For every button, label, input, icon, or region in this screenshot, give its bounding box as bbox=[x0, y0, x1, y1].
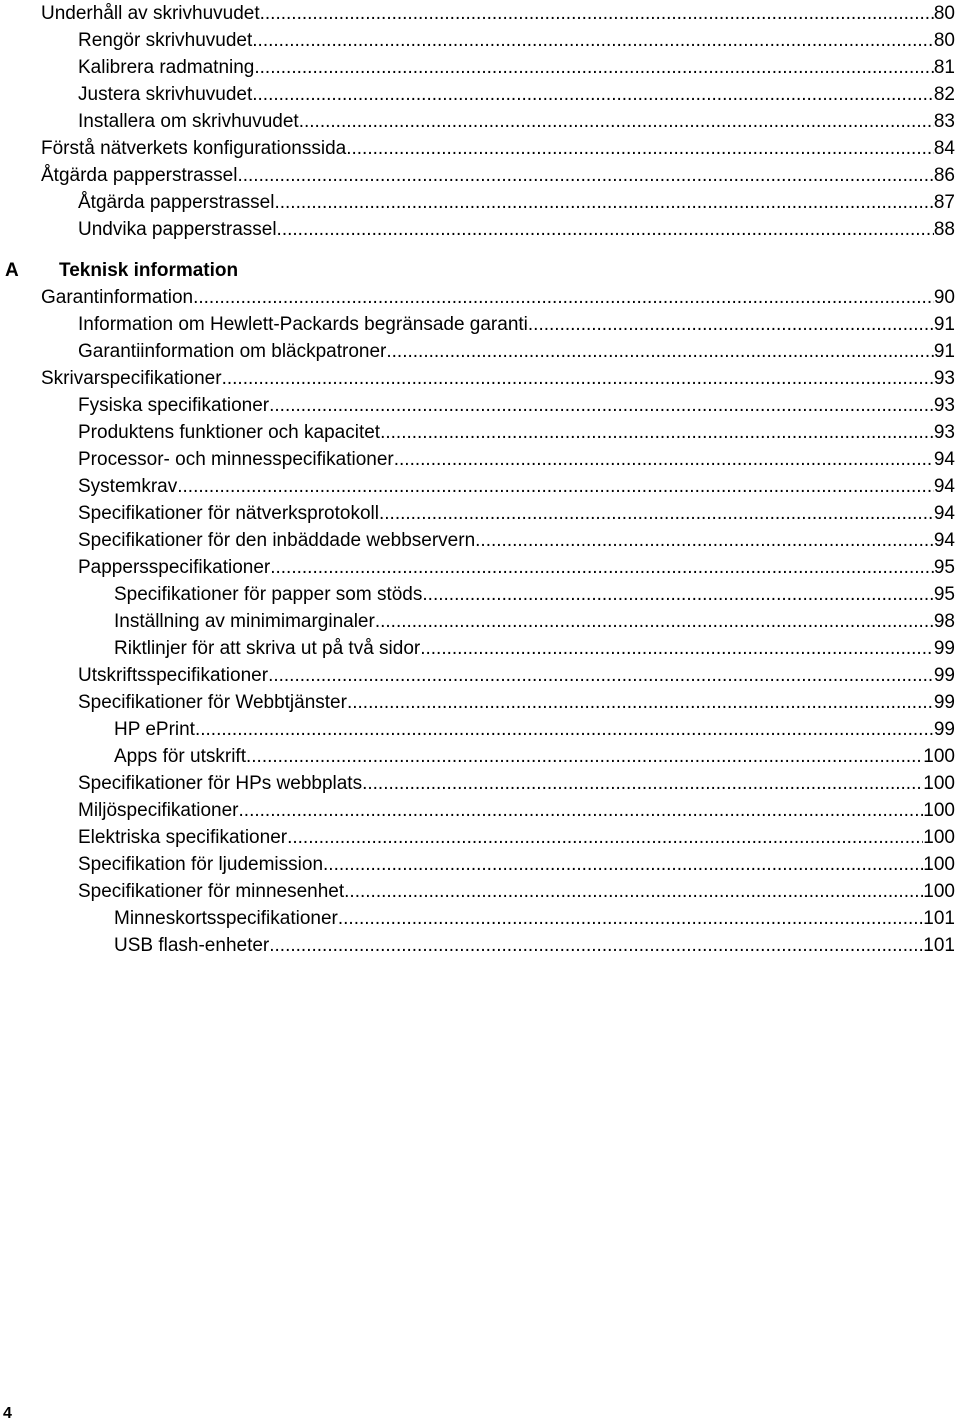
toc-entry-label: Garantinformation bbox=[41, 287, 194, 308]
toc-entry-label: Specifikationer för Webbtjänster bbox=[78, 692, 347, 713]
toc-entry[interactable] bbox=[78, 311, 955, 338]
toc-entry-page: 80 bbox=[933, 3, 955, 24]
toc-entry-page: 80 bbox=[933, 30, 955, 51]
appendix-letter: A bbox=[5, 260, 19, 281]
toc-entry[interactable] bbox=[78, 689, 955, 716]
toc-leader-dots bbox=[246, 743, 923, 770]
toc-entry[interactable] bbox=[78, 500, 955, 527]
toc-leader-dots bbox=[422, 581, 933, 608]
toc-leader-dots bbox=[222, 365, 934, 392]
toc-entry[interactable] bbox=[114, 608, 955, 635]
toc-entry[interactable] bbox=[78, 419, 955, 446]
toc-entry[interactable] bbox=[114, 932, 955, 959]
toc-entry-label: USB flash-enheter bbox=[114, 935, 270, 956]
toc-entry-label: Pappersspecifikationer bbox=[78, 557, 271, 578]
toc-leader-dots bbox=[287, 824, 923, 851]
toc-entry-label: Inställning av minimimarginaler bbox=[114, 611, 375, 632]
toc-entry-label: Förstå nätverkets konfigurationssida bbox=[41, 138, 347, 159]
toc-entry-label: Elektriska specifikationer bbox=[78, 827, 288, 848]
toc-entry-label: Specifikationer för HPs webbplats bbox=[78, 773, 363, 794]
toc-leader-dots bbox=[252, 81, 934, 108]
toc-entry-label: Information om Hewlett-Packards begränsade garanti bbox=[78, 314, 528, 335]
toc-entry-label: Processor- och minnesspecifikationer bbox=[78, 449, 394, 470]
toc-entry[interactable] bbox=[78, 473, 955, 500]
toc-leader-dots bbox=[338, 905, 923, 932]
toc-entry-page: 91 bbox=[933, 314, 955, 335]
toc-entry-page: 81 bbox=[933, 57, 955, 78]
toc-entry-page: 100 bbox=[923, 854, 955, 875]
toc-entry-page: 88 bbox=[933, 219, 955, 240]
toc-leader-dots bbox=[268, 662, 934, 689]
toc-entry-label: Installera om skrivhuvudet bbox=[78, 111, 299, 132]
toc-entry[interactable] bbox=[78, 878, 955, 905]
toc-leader-dots bbox=[239, 797, 924, 824]
toc-entry[interactable] bbox=[78, 770, 955, 797]
toc-entry-label: Underhåll av skrivhuvudet bbox=[41, 3, 260, 24]
toc-leader-dots bbox=[528, 311, 934, 338]
toc-entry-label: Specifikationer för nätverksprotokoll bbox=[78, 503, 379, 524]
toc-entry[interactable] bbox=[78, 824, 955, 851]
toc-entry-label: Åtgärda papperstrassel bbox=[41, 165, 238, 186]
toc-entry-page: 99 bbox=[933, 692, 955, 713]
toc-entry-label: Rengör skrivhuvudet bbox=[78, 30, 253, 51]
toc-entry-page: 98 bbox=[933, 611, 955, 632]
toc-entry[interactable] bbox=[114, 716, 955, 743]
toc-entry-page: 94 bbox=[933, 530, 955, 551]
toc-leader-dots bbox=[420, 635, 934, 662]
toc-leader-dots bbox=[379, 500, 934, 527]
toc-entry-label: Apps för utskrift bbox=[114, 746, 246, 767]
toc-entry-page: 99 bbox=[933, 719, 955, 740]
toc-entry[interactable] bbox=[41, 135, 955, 162]
toc-entry-page: 82 bbox=[933, 84, 955, 105]
toc-entry[interactable] bbox=[78, 554, 955, 581]
toc-leader-dots bbox=[277, 216, 934, 243]
toc-entry-page: 100 bbox=[923, 881, 955, 902]
toc-entry-page: 100 bbox=[923, 773, 955, 794]
toc-leader-dots bbox=[177, 473, 934, 500]
toc-entry-label: Miljöspecifikationer bbox=[78, 800, 239, 821]
toc-entry[interactable] bbox=[114, 581, 955, 608]
toc-leader-dots bbox=[394, 446, 934, 473]
toc-leader-dots bbox=[299, 108, 934, 135]
toc-entry[interactable] bbox=[41, 284, 955, 311]
toc-leader-dots bbox=[269, 392, 934, 419]
toc-entry-label: Åtgärda papperstrassel bbox=[78, 192, 275, 213]
toc-entry-page: 100 bbox=[923, 746, 955, 767]
toc-entry[interactable] bbox=[78, 797, 955, 824]
toc-entry[interactable] bbox=[78, 446, 955, 473]
toc-leader-dots bbox=[380, 419, 934, 446]
toc-entry-label: Utskriftsspecifikationer bbox=[78, 665, 269, 686]
toc-entry[interactable] bbox=[78, 527, 955, 554]
toc-entry-page: 90 bbox=[933, 287, 955, 308]
toc-entry-label: Fysiska specifikationer bbox=[78, 395, 270, 416]
toc-entry-page: 94 bbox=[933, 449, 955, 470]
toc-entry[interactable] bbox=[78, 27, 955, 54]
toc-entry-page: 99 bbox=[933, 665, 955, 686]
appendix-title: Teknisk information bbox=[59, 260, 239, 281]
page-number: 4 bbox=[3, 1405, 12, 1422]
toc-entry-page: 91 bbox=[933, 341, 955, 362]
toc-entry-page: 99 bbox=[933, 638, 955, 659]
toc-leader-dots bbox=[347, 689, 934, 716]
toc-entry[interactable] bbox=[78, 81, 955, 108]
toc-leader-dots bbox=[274, 189, 933, 216]
toc-leader-dots bbox=[195, 716, 934, 743]
toc-entry-page: 95 bbox=[933, 557, 955, 578]
toc-leader-dots bbox=[269, 932, 923, 959]
toc-entry-label: Specifikationer för den inbäddade webbservern bbox=[78, 530, 476, 551]
toc-entry-label: Specifikation för ljudemission bbox=[78, 854, 324, 875]
toc-entry[interactable] bbox=[78, 189, 955, 216]
toc-entry[interactable] bbox=[78, 338, 955, 365]
toc-entry[interactable] bbox=[78, 216, 955, 243]
toc-entry-page: 101 bbox=[923, 935, 955, 956]
toc-entry[interactable] bbox=[114, 905, 955, 932]
toc-leader-dots bbox=[254, 54, 933, 81]
toc-leader-dots bbox=[323, 851, 923, 878]
toc-leader-dots bbox=[252, 27, 934, 54]
toc-leader-dots bbox=[362, 770, 923, 797]
toc-entry[interactable] bbox=[41, 365, 955, 392]
toc-entry-label: Garantiinformation om bläckpatroner bbox=[78, 341, 387, 362]
toc-entry-page: 95 bbox=[933, 584, 955, 605]
toc-entry[interactable] bbox=[41, 162, 955, 189]
toc-entry-page: 100 bbox=[923, 800, 955, 821]
toc-entry-page: 93 bbox=[933, 395, 955, 416]
toc-entry[interactable] bbox=[78, 392, 955, 419]
toc-entry-label: Justera skrivhuvudet bbox=[78, 84, 253, 105]
toc-entry-page: 94 bbox=[933, 503, 955, 524]
toc-entry-label: Undvika papperstrassel bbox=[78, 219, 277, 240]
toc-leader-dots bbox=[475, 527, 934, 554]
toc-entry-page: 94 bbox=[933, 476, 955, 497]
toc-entry-page: 86 bbox=[933, 165, 955, 186]
toc-leader-dots bbox=[270, 554, 934, 581]
toc-entry-label: Kalibrera radmatning bbox=[78, 57, 255, 78]
toc-entry-label: Produktens funktioner och kapacitet bbox=[78, 422, 381, 443]
toc-entry-page: 93 bbox=[933, 422, 955, 443]
toc-leader-dots bbox=[346, 135, 934, 162]
toc-entry-page: 87 bbox=[933, 192, 955, 213]
toc-leader-dots bbox=[375, 608, 934, 635]
toc-entry-label: Skrivarspecifikationer bbox=[41, 368, 222, 389]
toc-entry-label: Specifikationer för papper som stöds bbox=[114, 584, 423, 605]
toc-entry[interactable] bbox=[114, 743, 955, 770]
toc-leader-dots bbox=[237, 162, 933, 189]
toc-leader-dots bbox=[193, 284, 934, 311]
toc-entry[interactable] bbox=[78, 108, 955, 135]
toc-entry[interactable] bbox=[114, 635, 955, 662]
toc-entry-label: Specifikationer för minnesenhet bbox=[78, 881, 345, 902]
toc-entry-page: 83 bbox=[933, 111, 955, 132]
toc-entry-page: 84 bbox=[933, 138, 955, 159]
toc-entry[interactable] bbox=[78, 662, 955, 689]
toc-entry[interactable] bbox=[78, 54, 955, 81]
toc-entry-page: 93 bbox=[933, 368, 955, 389]
toc-leader-dots bbox=[260, 0, 934, 27]
toc-entry-label: Minneskortsspecifikationer bbox=[114, 908, 338, 929]
toc-entry-label: Riktlinjer för att skriva ut på två sidor bbox=[114, 638, 421, 659]
toc-entry[interactable] bbox=[41, 0, 955, 27]
toc-entry-label: HP ePrint bbox=[114, 719, 195, 740]
toc-entry-page: 100 bbox=[923, 827, 955, 848]
toc-entry[interactable] bbox=[78, 851, 955, 878]
toc-leader-dots bbox=[386, 338, 933, 365]
toc-entry-label: Systemkrav bbox=[78, 476, 178, 497]
toc-leader-dots bbox=[344, 878, 923, 905]
toc-entry-page: 101 bbox=[923, 908, 955, 929]
